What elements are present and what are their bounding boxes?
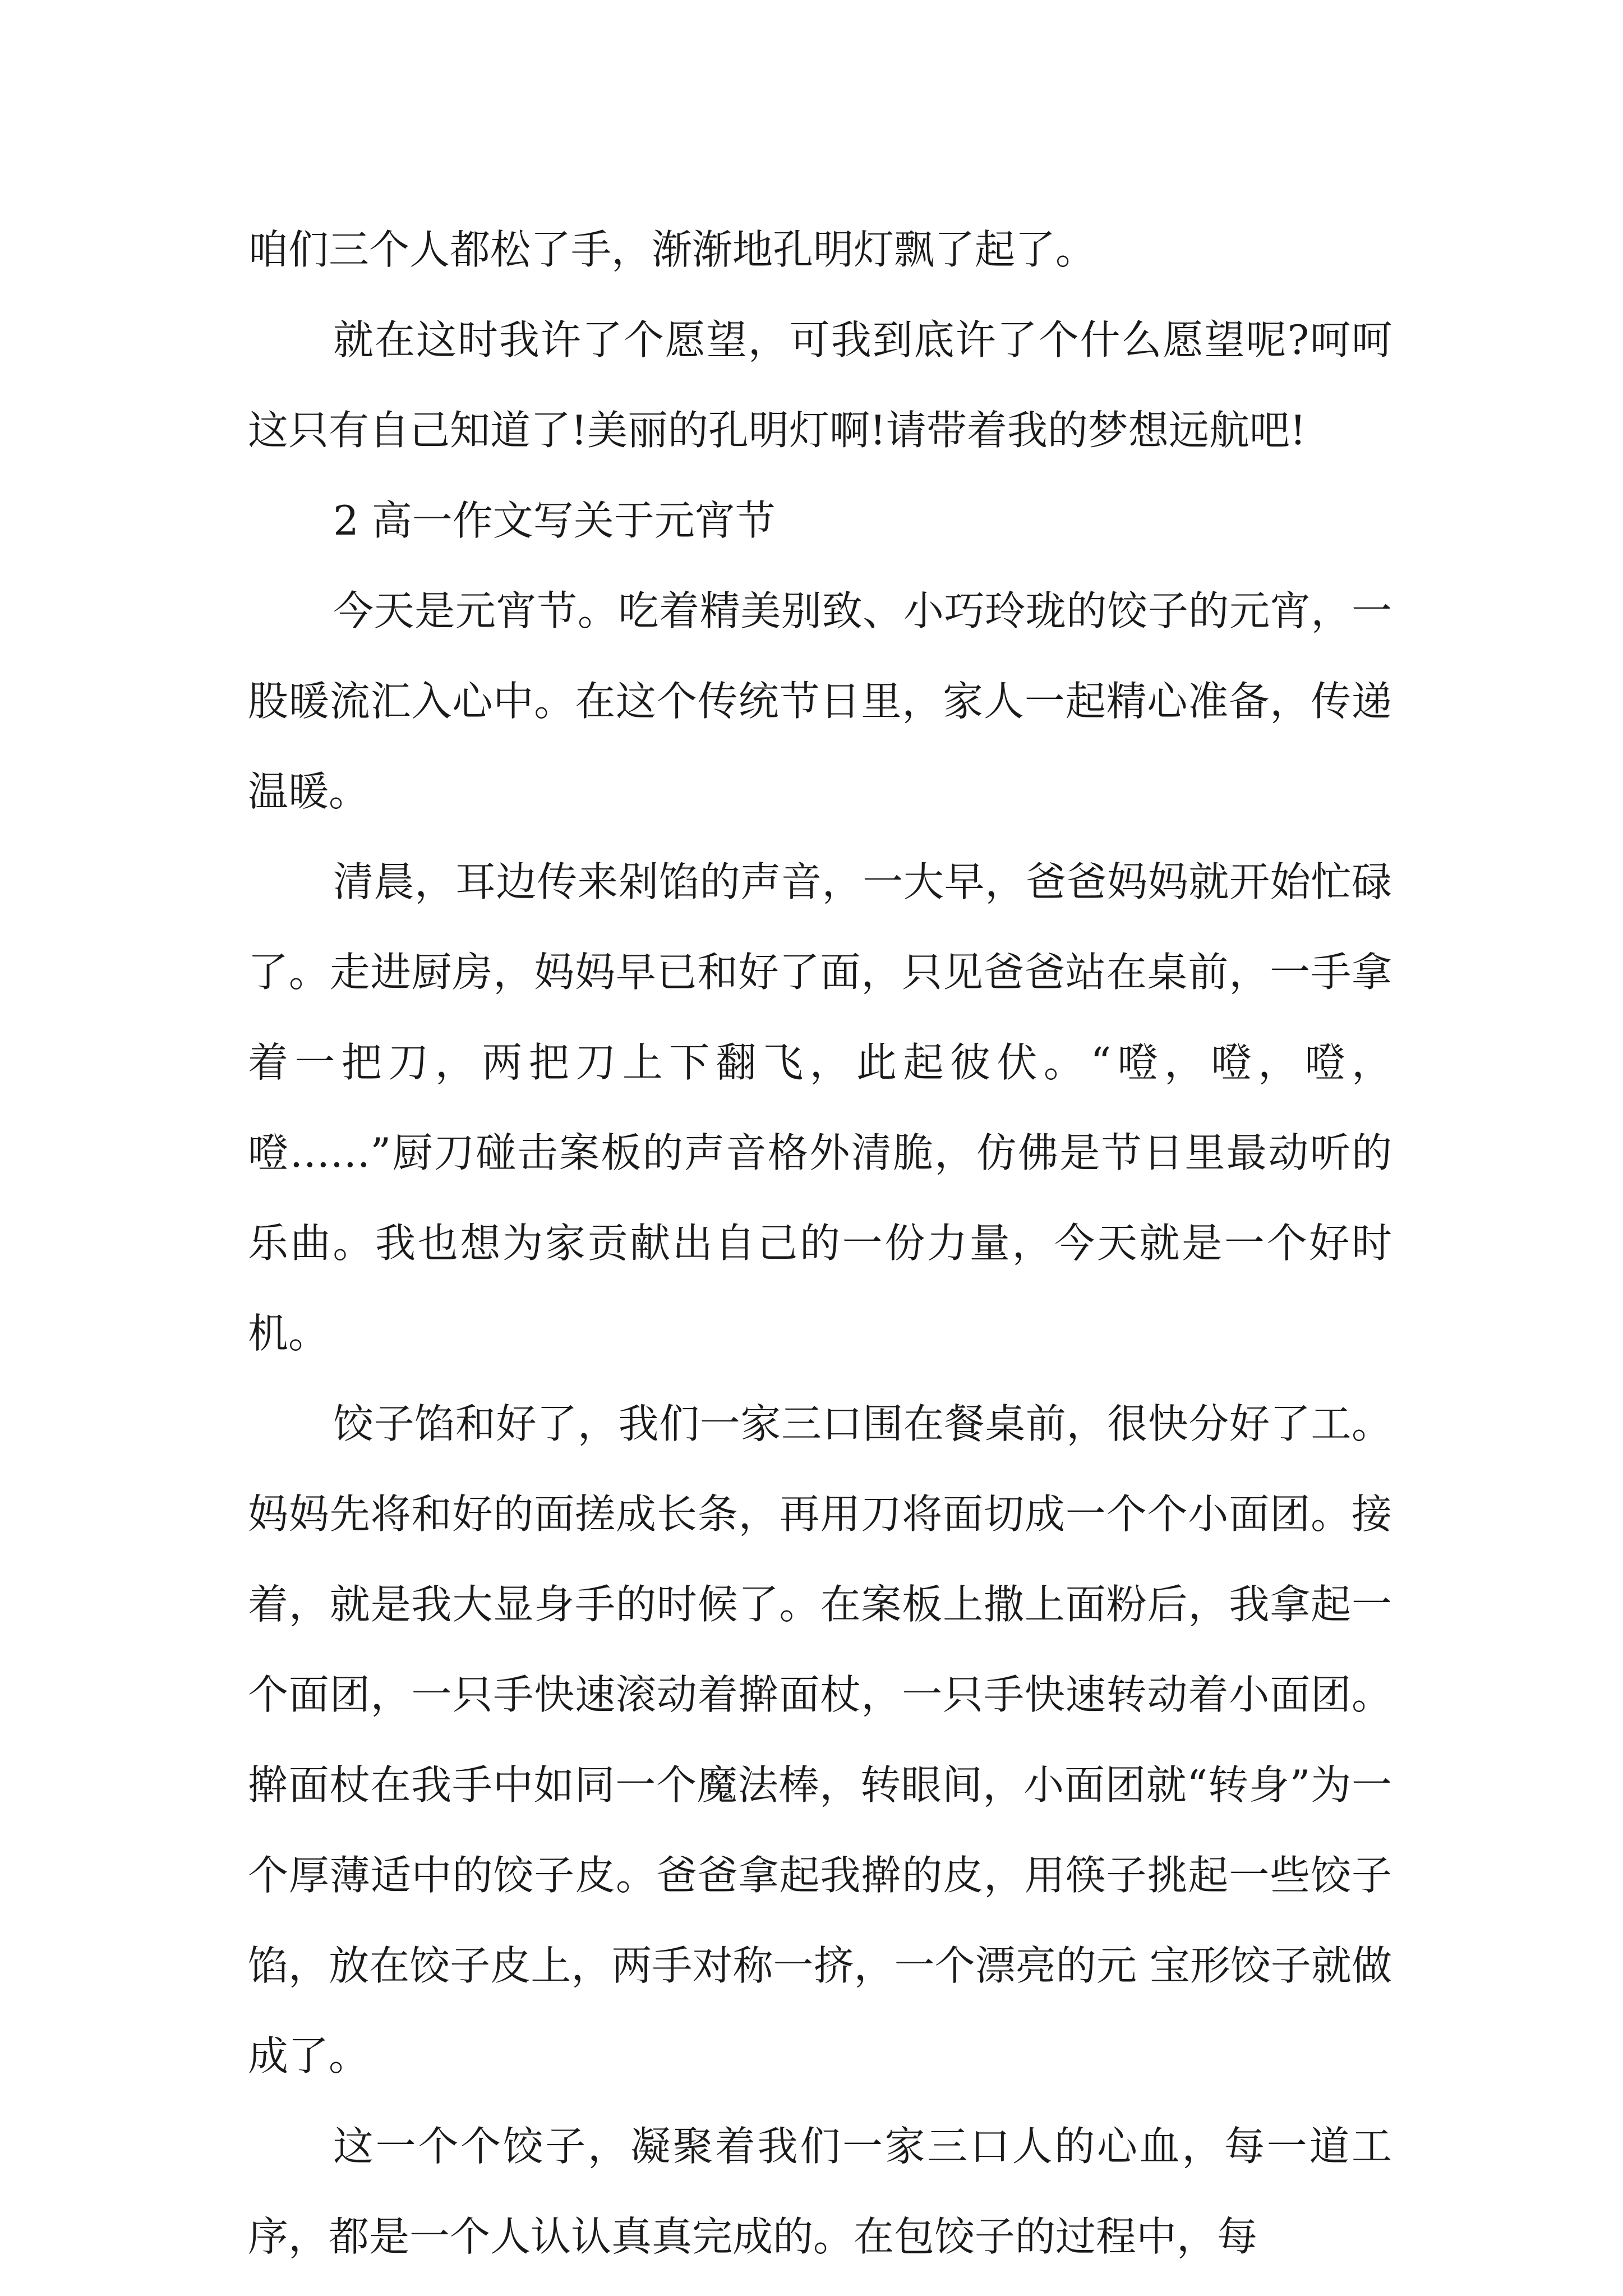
paragraph-5: 饺子馅和好了，我们一家三口围在餐桌前，很快分好了工。妈妈先将和好的面搓成长条，再用刀将面切成一个个小面团。接着，就是我大显身手的时候了。在案板上撒上面粉后，我拿起一个面团，一只手快速滚动着擀面杖，一只手快速转动着小面团。擀面杖在我手中如同一个魔法棒，转眼间，小面团就“转身”为一个厚薄适中的饺子皮。爸爸拿起我擀的皮，用筷子挑起一些饺子馅，放在饺子皮上，两手对称一挤，一个漂亮的元 宝形饺子就做成了。 xyxy=(248,1400,1392,2079)
paragraph-4: 清晨，耳边传来剁馅的声音，一大早，爸爸妈妈就开始忙碌了。走进厨房，妈妈早已和好了面，只见爸爸站在桌前，一手拿着一把刀，两把刀上下翻飞，此起彼伏。“噔，噔，噔，噔……”厨刀碰击案板的声音格外清脆，仿佛是节日里最动听的乐曲。我也想为家贡献出自己的一份力量，今天就是一个好时机。 xyxy=(248,858,1392,1357)
paragraph-6: 这一个个饺子，凝聚着我们一家三口人的心血，每一道工序，都是一个人认认真真完成的。在包饺子的过程中，每 xyxy=(248,2123,1392,2260)
document-body xyxy=(248,205,1392,2282)
section-heading: 2 高一作文写关于元宵节 xyxy=(333,497,776,544)
paragraph-1: 咱们三个人都松了手，渐渐地孔明灯飘了起了。 xyxy=(248,226,1096,273)
paragraph-2: 就在这时我许了个愿望，可我到底许了个什么愿望呢?呵呵这只有自己知道了!美丽的孔明灯啊!请带着我的梦想远航吧! xyxy=(248,316,1392,454)
paragraph-3: 今天是元宵节。吃着精美别致、小巧玲珑的饺子的元宵，一股暖流汇入心中。在这个传统节日里，家人一起精心准备，传递温暖。 xyxy=(248,587,1392,815)
